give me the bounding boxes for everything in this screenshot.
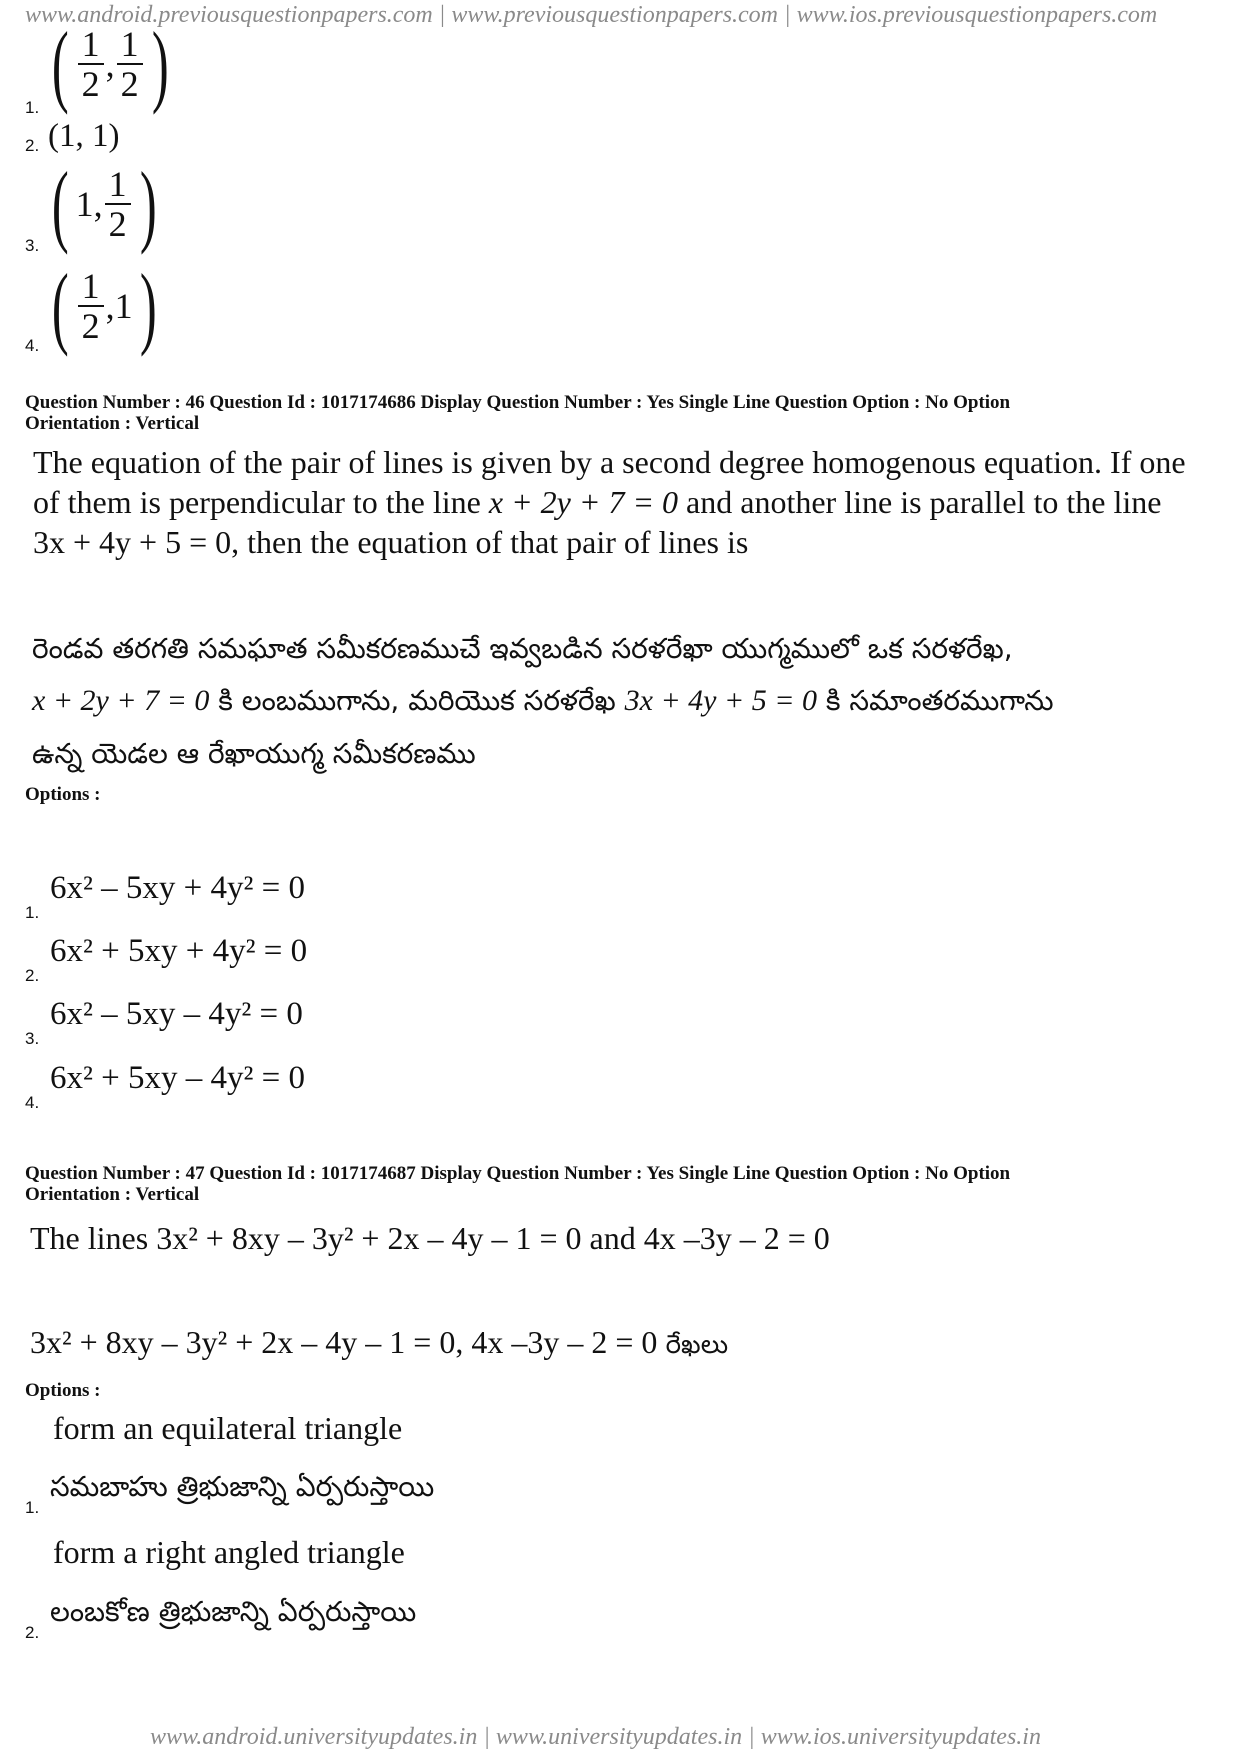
option-english-text: form a right angled triangle bbox=[53, 1534, 405, 1570]
option-text: 6x² – 5xy + 4y² = 0 bbox=[50, 870, 306, 906]
option-text: 6x² – 5xy – 4y² = 0 bbox=[50, 996, 303, 1032]
telugu-text-line-1: రెండవ తరగతి సమఘాత సమీకరణముచే ఇవ్వబడిన సరళరేఖా యుగ్మములో ఒక సరళరేఖ, bbox=[32, 632, 1013, 665]
option-number: 1. bbox=[25, 903, 40, 922]
telugu-question-text: 3x² + 8xy – 3y² + 2x – 4y – 1 = 0, 4x –3y – 2 = 0 రేఖలు bbox=[30, 1324, 729, 1360]
option-number: 2. bbox=[25, 966, 40, 985]
option-english-text: form an equilateral triangle bbox=[53, 1410, 403, 1446]
option-number: 3. bbox=[25, 1029, 40, 1048]
option-telugu-text: సమబాహు త్రిభుజాన్ని ఏర్పరుస్తాయి bbox=[50, 1470, 435, 1503]
option-number: 1. bbox=[25, 98, 40, 117]
option-text: 6x² + 5xy – 4y² = 0 bbox=[50, 1060, 306, 1096]
question-text-line-2: of them is perpendicular to the line x + 2y + 7 = 0 and another line is parallel to the line bbox=[33, 484, 1162, 520]
footer-links[interactable]: www.android.universityupdates.in | www.universityupdates.in | www.ios.universityupdates.in bbox=[150, 1724, 1041, 1750]
option-number: 4. bbox=[25, 1093, 40, 1112]
option-number: 4. bbox=[25, 336, 40, 355]
option-number: 2. bbox=[25, 1623, 40, 1642]
telugu-text-line-3: ఉన్న యెడల ఆ రేఖాయుగ్మ సమీకరణము bbox=[32, 737, 476, 770]
option-expression: ( $\frac{1}{2}$ , $\frac{1}{2}$ ) bbox=[51, 13, 169, 115]
question-meta: Question Number : 47 Question Id : 1017174687 Display Question Number : Yes Single Line Question Option : No Option Orientation : Vertical bbox=[25, 1163, 1011, 1205]
question-text-line-3: 3x + 4y + 5 = 0, then the equation of that pair of lines is bbox=[33, 524, 749, 560]
options-label: Options : bbox=[25, 784, 101, 805]
header-links[interactable]: www.android.previousquestionpapers.com | www.previousquestionpapers.com | www.ios.previousquestionpapers.com bbox=[25, 2, 1158, 28]
option-number: 2. bbox=[25, 136, 40, 155]
option-number: 3. bbox=[25, 236, 40, 255]
option-expression: (1, 1) bbox=[48, 118, 120, 154]
question-text-line-1: The equation of the pair of lines is given by a second degree homogenous equation. If one bbox=[33, 444, 1186, 480]
telugu-text-line-2: x + 2y + 7 = 0 కి లంబముగాను, మరియొక సరళరేఖ 3x + 4y + 5 = 0 కి సమాంతరముగాను bbox=[32, 684, 1054, 717]
question-meta: Question Number : 46 Question Id : 1017174686 Display Question Number : Yes Single Line Question Option : No Option Orientation : Vertical bbox=[25, 392, 1011, 434]
option-expression: ( $\frac{1}{2}$ ,1) bbox=[51, 255, 157, 357]
option-expression: ( 1, $\frac{1}{2}$ ) bbox=[51, 153, 157, 255]
option-number: 1. bbox=[25, 1498, 40, 1517]
options-label: Options : bbox=[25, 1380, 101, 1401]
option-telugu-text: లంబకోణ త్రిభుజాన్ని ఏర్పరుస్తాయి bbox=[50, 1595, 417, 1628]
question-text: The lines 3x² + 8xy – 3y² + 2x – 4y – 1 = 0 and 4x –3y – 2 = 0 bbox=[30, 1220, 830, 1256]
option-text: 6x² + 5xy + 4y² = 0 bbox=[50, 933, 308, 969]
